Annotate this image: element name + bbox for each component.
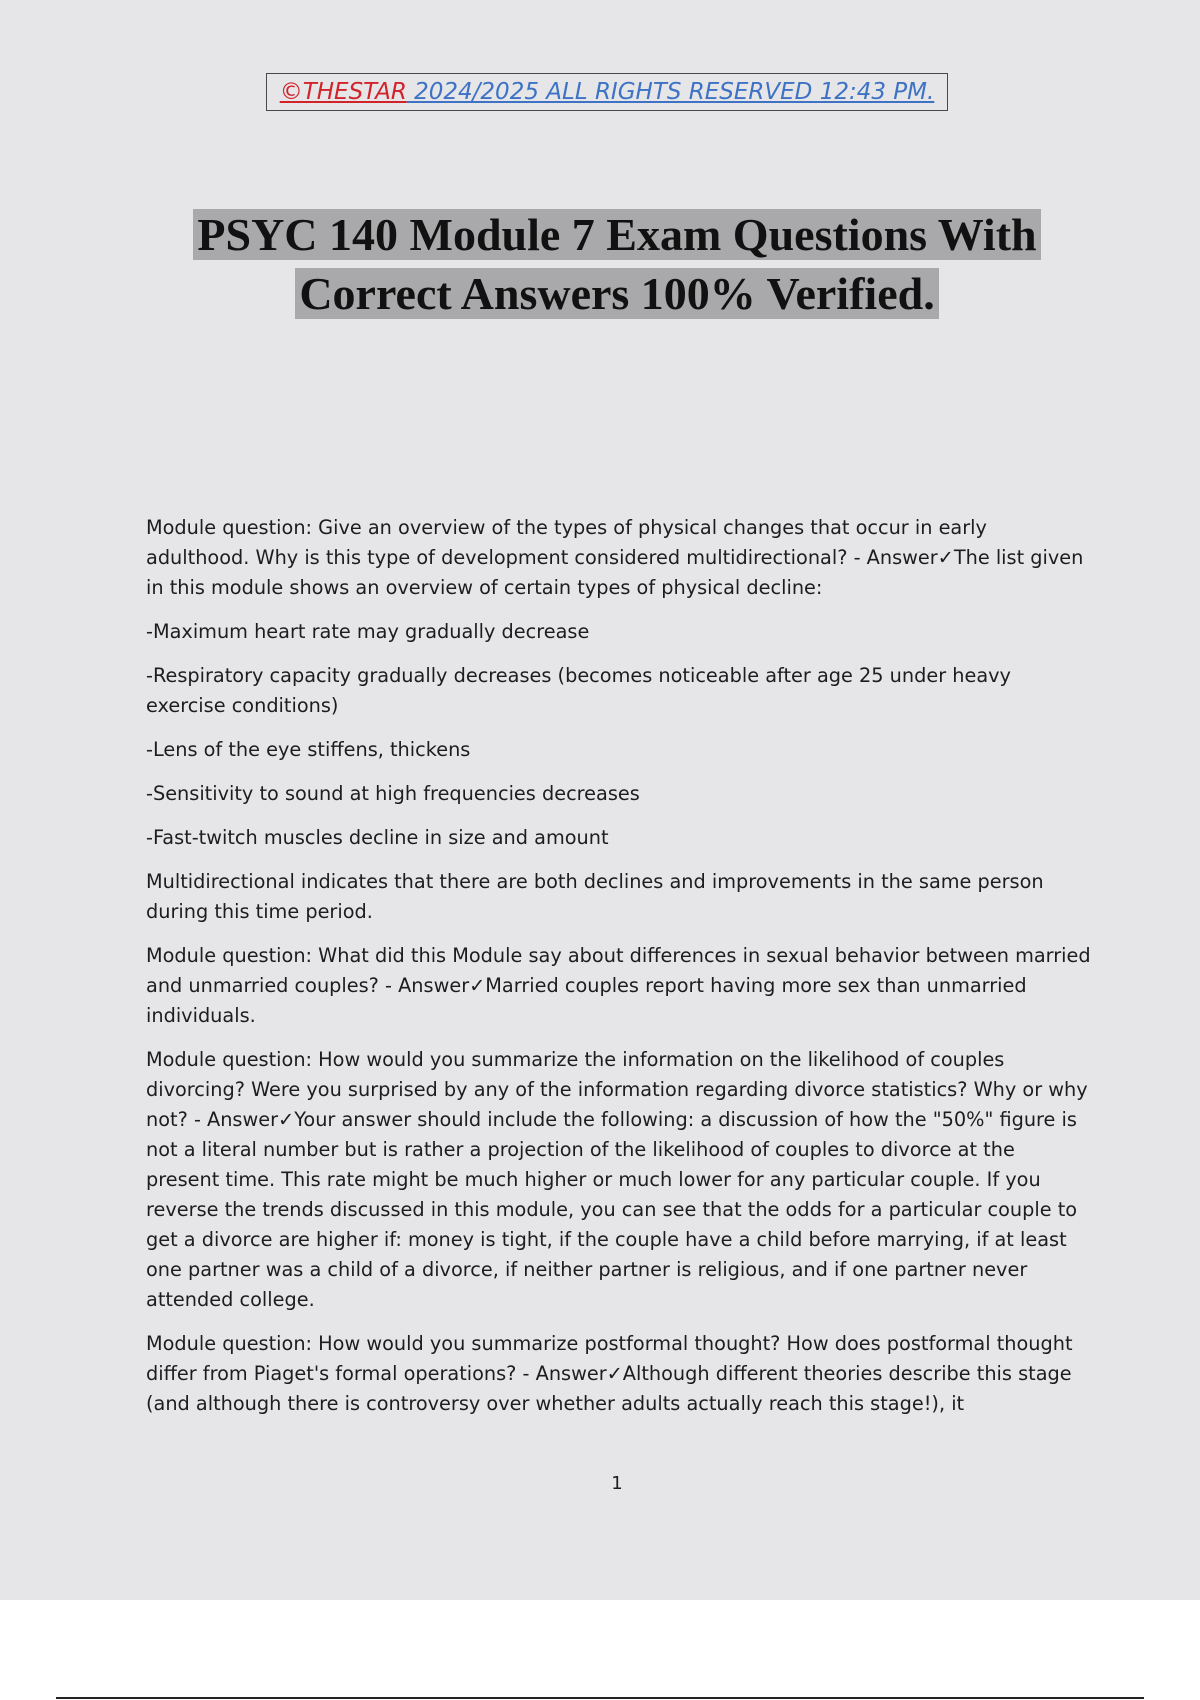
question-paragraph: Module question: What did this Module say about differences in sexual behavior between married and unmarried couples? - Answer✓Married couples report having more sex than unmarried individuals. bbox=[146, 944, 1091, 1027]
list-item: -Respiratory capacity gradually decreases (becomes noticeable after age 25 under heavy exercise conditions) bbox=[146, 664, 1011, 717]
copyright-brand: ©THESTAR bbox=[279, 79, 407, 105]
list-item: -Fast-twitch muscles decline in size and amount bbox=[146, 826, 609, 849]
answer-paragraph: Multidirectional indicates that there are both declines and improvements in the same person during this time period. bbox=[146, 870, 1044, 923]
bottom-divider bbox=[56, 1697, 1144, 1699]
list-item: -Sensitivity to sound at high frequencies decreases bbox=[146, 782, 640, 805]
question-paragraph: Module question: How would you summarize postformal thought? How does postformal thought differ from Piaget's formal operations? - Answer✓Although different theories describe this stage (and although there is controversy over whether adults actually reach this stage!), it bbox=[146, 1332, 1073, 1415]
question-paragraph: Module question: Give an overview of the types of physical changes that occur in early adulthood. Why is this type of development considered multidirectional? - Answer✓The list given in this module shows an overview of certain types of physical decline: bbox=[146, 516, 1084, 599]
title-line-1: PSYC 140 Module 7 Exam Questions With bbox=[193, 209, 1040, 260]
copyright-text: 2024/2025 ALL RIGHTS RESERVED 12:43 PM. bbox=[406, 79, 935, 105]
copyright-banner bbox=[266, 73, 948, 111]
document-title bbox=[60, 205, 1174, 323]
page-number: 1 bbox=[611, 1473, 623, 1494]
title-line-2: Correct Answers 100% Verified. bbox=[295, 268, 938, 319]
list-item: -Maximum heart rate may gradually decrease bbox=[146, 620, 590, 643]
question-paragraph: Module question: How would you summarize the information on the likelihood of couples divorcing? Were you surprised by any of the information regarding divorce statistics? Why or why not? - Answer✓Your answer should include the following: a discussion of how the "50%" figure is not a literal number but is rather a projection of the likelihood of couples to divorce at the present time. This rate might be much higher or much lower for any particular couple. If you reverse the trends discussed in this module, you can see that the odds for a particular couple to get a divorce are higher if: money is tight, if the couple have a child before marrying, if at least one partner was a child of a divorce, if neither partner is religious, and if one partner never attended college. bbox=[146, 1048, 1088, 1311]
document-body bbox=[146, 513, 1091, 1433]
list-item: -Lens of the eye stiffens, thickens bbox=[146, 738, 471, 761]
